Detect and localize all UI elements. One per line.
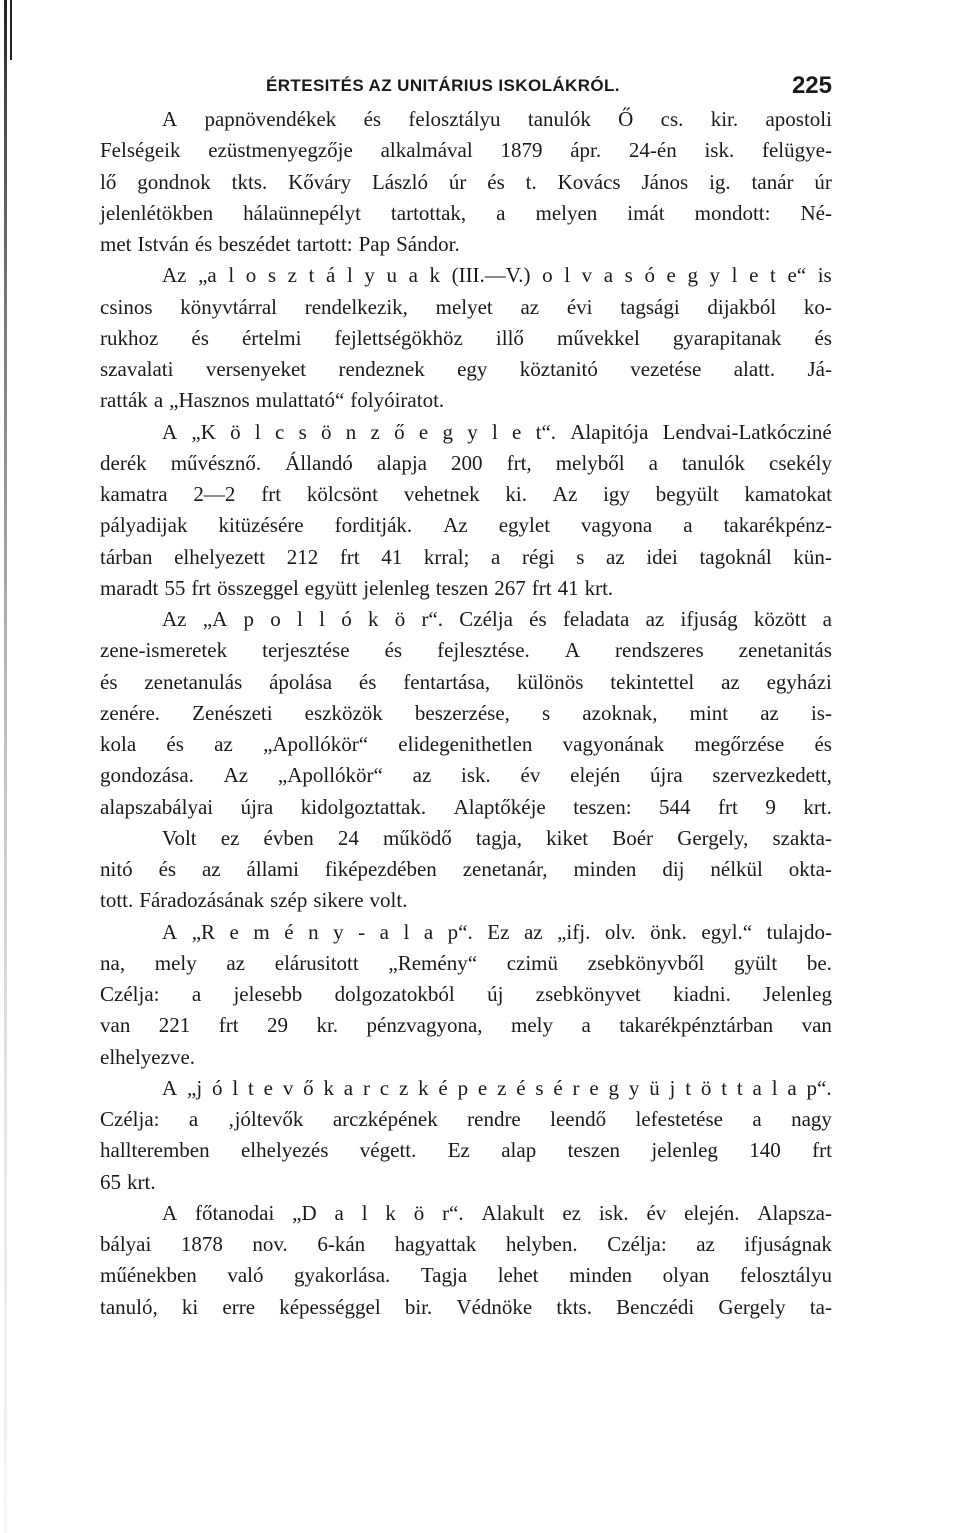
- text-line: csinos könyvtárral rendelkezik, melyet az évi tagsági dijakból ko-: [100, 294, 832, 319]
- text-line: kamatra 2—2 frt kölcsönt vehetnek ki. Az igy begyült kamatokat: [100, 482, 832, 507]
- page-number: 225: [791, 72, 832, 99]
- text-line: A főtanodai „D a l k ö r“. Alakult ez isk. év elején. Alapsza-: [162, 1200, 832, 1225]
- text-line: Az „A p o l l ó k ö r“. Czélja és feladata az ifjuság között a: [162, 607, 832, 632]
- header-title: ÉRTESITÉS AZ UNITÁRIUS ISKOLÁKRÓL.: [266, 76, 620, 95]
- text-line: Czélja: a ‚jóltevők arczképének rendre leendő lefestetése a nagy: [100, 1107, 832, 1132]
- text-line: szavalati versenyeket rendeznek egy köztanitó vezetése alatt. Já-: [100, 357, 832, 382]
- text-line: hallteremben elhelyezés végett. Ez alap teszen jelenleg 140 frt: [100, 1138, 832, 1163]
- text-line: na, mely az elárusitott „Remény“ czimü zsebkönyvből gyült be.: [100, 950, 832, 975]
- text-line: lő gondnok tkts. Kőváry László úr és t. Kovács János ig. tanár úr: [100, 169, 832, 194]
- text-line: jelenlétökben hálaünnepélyt tartottak, a melyen imát mondott: Né-: [100, 200, 832, 225]
- text-line: met István és beszédet tartott: Pap Sándor.: [100, 232, 460, 257]
- text-line: derék művésznő. Állandó alapja 200 frt, melyből a tanulók csekély: [100, 450, 832, 475]
- text-line: Az „a l o s z t á l y u a k (III.—V.) o l v a s ó e g y l e t e“ is: [162, 263, 832, 288]
- text-line: A „K ö l c s ö n z ő e g y l e t“. Alapitója Lendvai-Latkócziné: [162, 419, 832, 444]
- text-line: bályai 1878 nov. 6-kán hagyattak helyben. Czélja: az ifjuságnak: [100, 1232, 832, 1257]
- running-header: [266, 70, 832, 106]
- text-line: maradt 55 frt összeggel együtt jelenleg teszen 267 frt 41 krt.: [100, 575, 614, 600]
- text-line: A „j ó l t e v ő k a r c z k é p e z é s é r e g y ü j t ö t t a l a p“.: [162, 1075, 832, 1100]
- text-line: Czélja: a jelesebb dolgozatokból új zsebkönyvet kiadni. Jelenleg: [100, 982, 832, 1007]
- body-text: [100, 104, 832, 1323]
- text-line: pályadijak kitüzésére forditják. Az egylet vagyona a takarékpénz-: [100, 513, 832, 538]
- text-line: van 221 frt 29 kr. pénzvagyona, mely a takarékpénztárban van: [100, 1013, 832, 1038]
- text-line: zenére. Zenészeti eszközök beszerzése, s azoknak, mint az is-: [100, 700, 832, 725]
- text-line: tott. Fáradozásának szép sikere volt.: [100, 888, 408, 913]
- text-line: 65 krt.: [100, 1169, 156, 1194]
- text-line: tárban elhelyezett 212 frt 41 krral; a régi s az idei tagoknál kün-: [100, 544, 832, 569]
- text-line: ratták a „Hasznos mulattató“ folyóiratot.: [100, 388, 445, 413]
- text-line: alapszabályai újra kidolgoztattak. Alaptőkéje teszen: 544 frt 9 krt.: [100, 794, 832, 819]
- text-line: rukhoz és értelmi fejlettségökhöz illő művekkel gyarapitanak és: [100, 325, 832, 350]
- text-line: tanuló, ki erre képességgel bir. Védnöke tkts. Benczédi Gergely ta-: [100, 1294, 832, 1319]
- text-line: nitó és az állami fiképezdében zenetanár, minden dij nélkül okta-: [100, 857, 832, 882]
- text-line: A „R e m é n y - a l a p“. Ez az „ifj. olv. önk. egyl.“ tulajdo-: [162, 919, 832, 944]
- text-line: Volt ez évben 24 működő tagja, kiket Boér Gergely, szakta-: [162, 825, 832, 850]
- text-line: elhelyezve.: [100, 1044, 196, 1069]
- text-line: műénekben való gyakorlása. Tagja lehet minden olyan felosztályu: [100, 1263, 832, 1288]
- text-line: és zenetanulás ápolása és fentartása, különös tekintettel az egyházi: [100, 669, 832, 694]
- text-line: A papnövendékek és felosztályu tanulók Ő cs. kir. apostoli: [162, 107, 832, 132]
- text-line: kola és az „Apollókör“ elidegenithetlen vagyonának megőrzése és: [100, 732, 832, 757]
- scan-edge-line: [4, 0, 7, 1533]
- text-line: zene-ismeretek terjesztése és fejlesztése. A rendszeres zenetanitás: [100, 638, 832, 663]
- text-line: gondozása. Az „Apollókör“ az isk. év elején újra szervezkedett,: [100, 763, 832, 788]
- text-line: Felségeik ezüstmenyegzője alkalmával 1879 ápr. 24-én isk. felügye-: [100, 138, 832, 163]
